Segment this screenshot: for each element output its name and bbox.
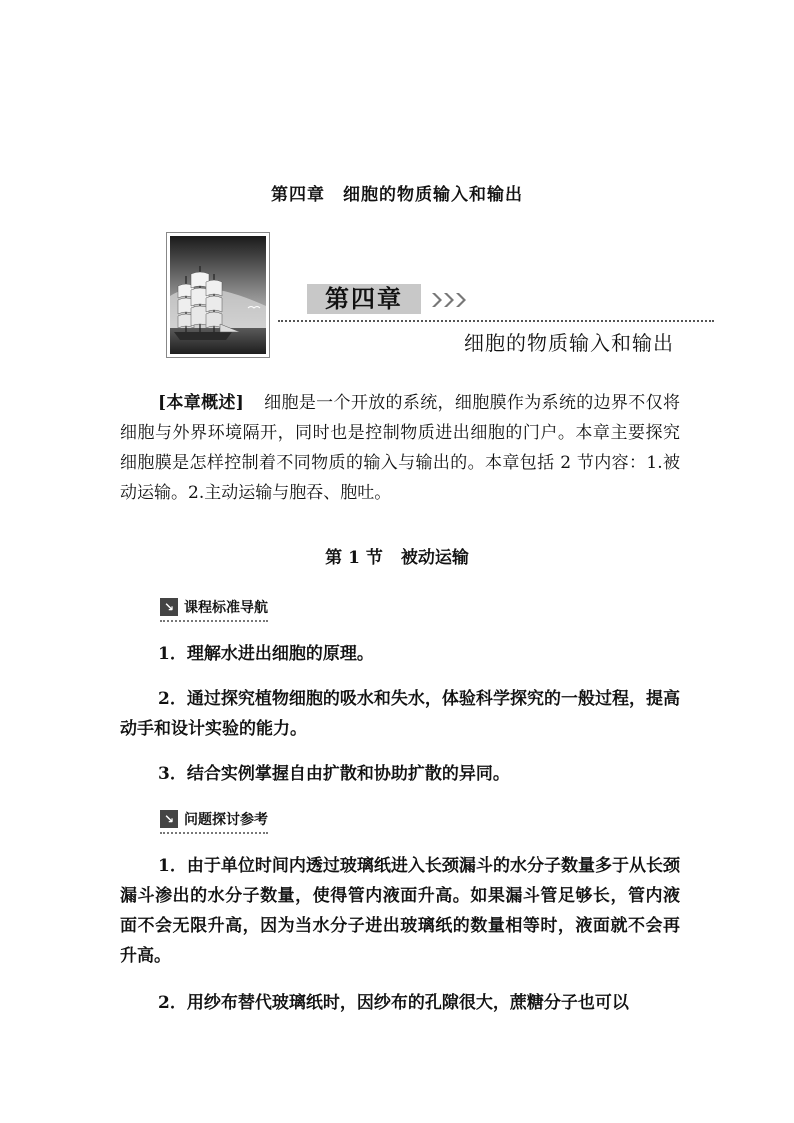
overview-text: 细胞是一个开放的系统，细胞膜作为系统的边界不仅将细胞与外界环境隔开，同时也是控制物质进出细胞的门户。本章主要探究细胞膜是怎样控制着不同物质的输入与输出的。本章包括 2 节内容：1.被动运输。2.主动运输与胞吞、胞吐。 bbox=[120, 393, 680, 503]
arrow-down-right-icon: ↘ bbox=[160, 810, 178, 828]
discussion-item bbox=[120, 851, 680, 971]
standards-item-text: 2．通过探究植物细胞的吸水和失水，体验科学探究的一般过程，提高动手和设计实验的能力。 bbox=[120, 689, 680, 739]
chapter-label-box: 第四章 bbox=[307, 284, 421, 314]
overview-tag: [本章概述] bbox=[158, 393, 244, 413]
discussion-item bbox=[120, 988, 680, 1018]
arrow-down-right-icon: ↘ bbox=[160, 598, 178, 616]
standards-heading-label: 课程标准导航 bbox=[184, 600, 268, 616]
discussion-heading bbox=[160, 808, 268, 834]
discussion-item-text: 2．用纱布替代玻璃纸时，因纱布的孔隙很大，蔗糖分子也可以 bbox=[158, 993, 629, 1013]
standards-item bbox=[120, 684, 680, 744]
standards-item bbox=[120, 759, 680, 789]
standards-item bbox=[120, 639, 680, 669]
page-title: 第四章 细胞的物质输入和输出 bbox=[271, 185, 523, 205]
discussion-heading-label: 问题探讨参考 bbox=[184, 812, 268, 828]
standards-item-text: 3．结合实例掌握自由扩散和协助扩散的异同。 bbox=[158, 764, 510, 784]
section-title bbox=[0, 543, 794, 568]
standards-item-text: 1．理解水进出细胞的原理。 bbox=[158, 644, 374, 664]
chapter-overview bbox=[120, 388, 680, 508]
triple-chevron-right-icon bbox=[430, 290, 470, 314]
section-name: 被动运输 bbox=[400, 548, 469, 568]
sailing-ship-illustration bbox=[170, 236, 266, 354]
dotted-divider bbox=[278, 320, 714, 322]
section-number: 第 1 节 bbox=[325, 548, 383, 568]
standards-heading bbox=[160, 596, 268, 622]
discussion-item-text: 1．由于单位时间内透过玻璃纸进入长颈漏斗的水分子数量多于从长颈漏斗渗出的水分子数量，使得管内液面升高。如果漏斗管足够长，管内液面不会无限升高，因为当水分子进出玻璃纸的数量相等时，液面就不会再升高。 bbox=[120, 856, 680, 966]
chapter-subtitle: 细胞的物质输入和输出 bbox=[464, 331, 674, 355]
sailing-ship-image bbox=[166, 232, 270, 358]
